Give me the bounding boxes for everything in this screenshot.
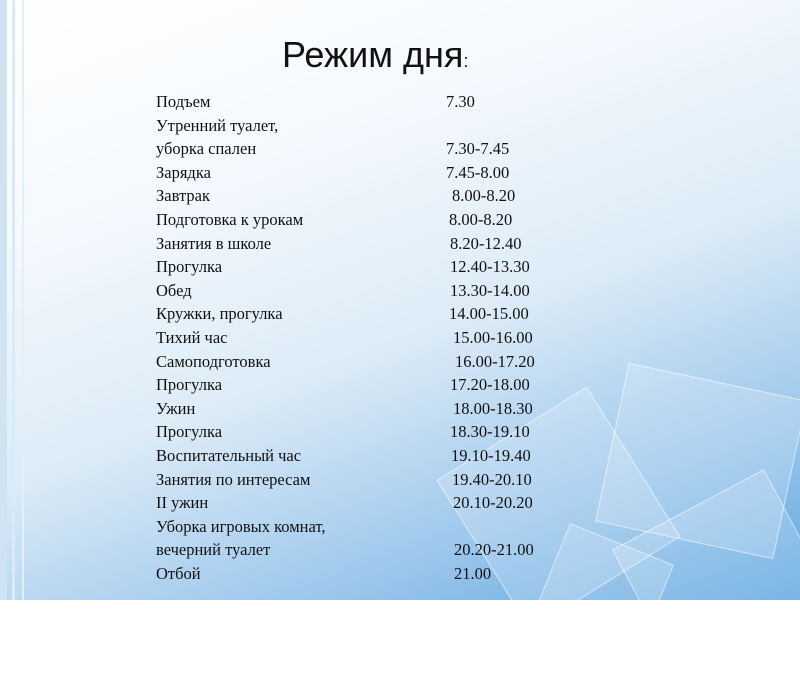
activity-label: II ужин <box>156 493 209 513</box>
activity-time: 15.00-16.00 <box>453 327 533 347</box>
activity-label: вечерний туалет <box>156 540 271 560</box>
activity-label: Прогулка <box>156 422 223 442</box>
activity-time: 20.10-20.20 <box>453 493 533 513</box>
activity-time: 13.30-14.00 <box>450 280 530 300</box>
activity-label: Воспитательный час <box>156 445 302 465</box>
activity-label: Отбой <box>156 563 201 583</box>
activity-time: 7.30-7.45 <box>446 139 510 159</box>
activity-label: Занятия по интересам <box>156 469 311 489</box>
activity-time: 12.40-13.30 <box>450 257 530 277</box>
activity-label: Уборка игровых комнат, <box>156 516 326 536</box>
activity-time: 8.00-8.20 <box>449 209 513 229</box>
activity-time: 20.20-21.00 <box>454 540 534 560</box>
activity-label: Подъем <box>156 92 211 111</box>
activity-label: Прогулка <box>156 257 223 277</box>
page-title <box>282 34 468 76</box>
left-stripe <box>12 0 15 600</box>
activity-time: 14.00-15.00 <box>449 304 529 324</box>
activity-label: Ужин <box>156 398 196 418</box>
activity-time: 7.30 <box>446 92 475 111</box>
activity-time: 17.20-18.00 <box>450 375 530 395</box>
activity-time: 19.10-19.40 <box>451 445 531 465</box>
activity-label: Самоподготовка <box>156 351 271 371</box>
activity-label: Занятия в школе <box>156 233 272 253</box>
left-stripe <box>0 0 7 600</box>
activity-time: 18.00-18.30 <box>453 398 533 418</box>
activity-label: Прогулка <box>156 375 223 395</box>
activity-label: уборка спален <box>156 139 257 159</box>
title-text: Режим дня <box>282 34 464 75</box>
activity-time: 16.00-17.20 <box>455 351 535 371</box>
title-colon: : <box>463 51 469 71</box>
activity-time: 19.40-20.10 <box>452 469 532 489</box>
activity-label: Подготовка к урокам <box>156 209 304 229</box>
activity-time: 8.20-12.40 <box>450 233 522 253</box>
activity-label: Завтрак <box>156 186 210 206</box>
activity-time: 8.00-8.20 <box>452 186 516 206</box>
activity-label: Утренний туалет, <box>156 115 279 135</box>
activity-time: 21.00 <box>454 563 492 583</box>
activity-time: 7.45-8.00 <box>446 162 510 182</box>
activity-label: Тихий час <box>156 327 228 347</box>
left-stripe <box>22 0 24 600</box>
activity-label: Кружки, прогулка <box>156 304 283 324</box>
activity-label: Зарядка <box>156 162 211 182</box>
activity-label: Обед <box>156 280 192 300</box>
activity-time: 18.30-19.10 <box>450 422 530 442</box>
